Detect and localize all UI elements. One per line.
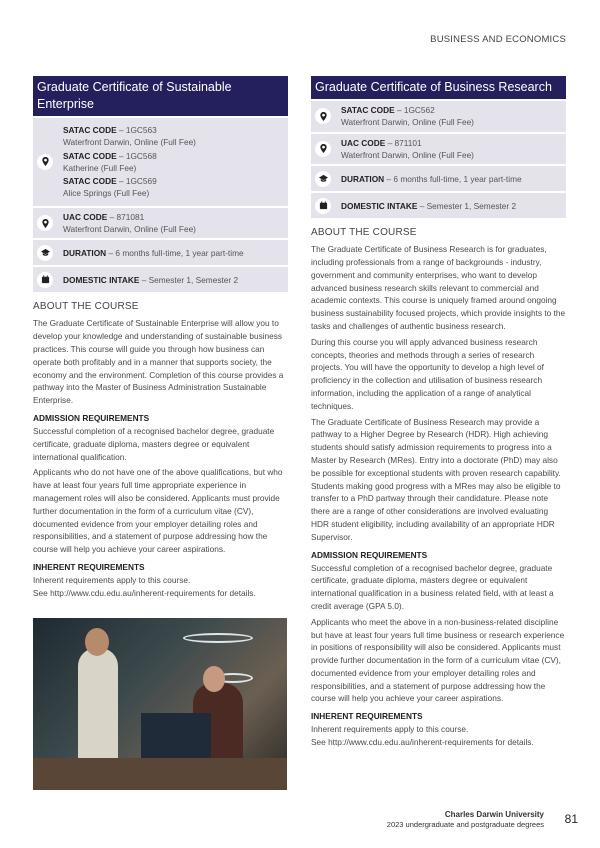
inherent-heading: INHERENT REQUIREMENTS [33,561,145,572]
satac-entry: SATAC CODE – 1GC569 Alice Springs (Full Fee) [63,176,157,199]
location-pin-icon [37,215,53,231]
calendar-icon [315,198,331,214]
satac-code-row: SATAC CODE – 1GC562 Waterfront Darwin, Online (Full Fee) [311,101,566,132]
course-title: Graduate Certificate of Sustainable Enterprise [33,76,288,116]
intake-row: DOMESTIC INTAKE – Semester 1, Semester 2 [311,193,566,218]
location-pin-icon [315,141,331,157]
graduation-cap-icon [315,171,331,187]
intake-row: DOMESTIC INTAKE – Semester 1, Semester 2 [33,267,288,292]
admission-heading: ADMISSION REQUIREMENTS [311,549,428,560]
course-title: Graduate Certificate of Business Research [311,76,566,99]
footer: Charles Darwin University 2023 undergraduate and postgraduate degrees [386,810,544,829]
duration-row: DURATION – 6 months full-time, 1 year part-time [33,240,288,265]
about-text: The Graduate Certificate of Sustainable Enterprise will allow you to develop your knowledge and understanding of sustainable business practices. This course will guide you through how business can operate both profitably and in a manner that supports society, the economy and the environment. Completion of this course provides a pathway into the Master of Business Administration Sustainable Enterprise. [33,318,284,406]
satac-entry: SATAC CODE – 1GC563 Waterfront Darwin, Online (Full Fee) [63,125,196,148]
students-photo [33,618,287,790]
inherent-text: Inherent requirements apply to this course. See http://www.cdu.edu.au/inherent-requirements for details. [311,724,534,748]
inherent-link[interactable]: See http://www.cdu.edu.au/inherent-requirements for details. [311,737,534,748]
inherent-link[interactable]: See http://www.cdu.edu.au/inherent-requirements for details. [33,587,256,598]
admission-text: Applicants who meet the above in a non-business-related discipline but have at least four years full time business or research experience in positions of responsibility will also be considered. Applicants must provide further documentation in the form of a curriculum vitae (CV), documented evidence from your employer detailing roles and responsibilities, and a statement of purpose addressing how the course will help you achieve your career aspirations. [311,616,565,704]
course-business-research [311,76,566,752]
about-text: The Graduate Certificate of Business Research is for graduates, including professionals from a range of backgrounds - industry, government and community enterprises, who want to develop advanced business research skills relevant to commercial and academic contexts. This course is uniquely framed around ongoing business sustainability focused projects, which provide insights to the tasks and challenges of authentic business research. [311,244,566,331]
about-text: The Graduate Certificate of Business Research may provide a pathway to a Higher Degree by Research (HDR). High achieving students should satisfy admission requirements to progress into a Master by Research (MRes). Entry into a doctorate (PhD) may also be possible for exceptional students with proven research capability. Students making good progress with a MRes may also be eligible to transfer to a PhD partway through their candidature. Please note there are a range of other considerations are involved evaluating HDR student eligibility, including availability of an appropriate HDR Supervisor. [311,416,561,542]
location-pin-icon [37,154,53,170]
admission-text: Successful completion of a recognised bachelor degree, graduate certificate, graduate diploma, masters degree or equivalent international qualification. [33,425,275,462]
inherent-heading: INHERENT REQUIREMENTS [311,711,423,722]
admission-heading: ADMISSION REQUIREMENTS [33,412,150,423]
uac-code-row: UAC CODE – 871101 Waterfront Darwin, Online (Full Fee) [311,134,566,165]
inherent-text: Inherent requirements apply to this course. See http://www.cdu.edu.au/inherent-requirements for details. [33,574,256,598]
about-heading: ABOUT THE COURSE [311,227,417,239]
calendar-icon [37,272,53,288]
page-number: 81 [564,812,578,826]
location-pin-icon [315,108,331,124]
graduation-cap-icon [37,245,53,261]
about-heading: ABOUT THE COURSE [33,301,139,313]
admission-text: Applicants who do not have one of the above qualifications, but who have at least four years full time appropriate experience in management roles will also be considered. Applicants must provide further documentation in the form of a curriculum vitae (CV), documented evidence from your employer detailing roles and responsibilities, and a statement of purpose addressing how the course will help you achieve your career aspirations. [33,467,283,555]
satac-entry: SATAC CODE – 1GC568 Katherine (Full Fee) [63,150,157,173]
duration-row: DURATION – 6 months full-time, 1 year part-time [311,166,566,191]
satac-codes-row [33,118,288,206]
course-sustainable-enterprise [33,76,288,603]
about-text: During this course you will apply advanced business research concepts, theories and methods through a series of research projects. You will have the opportunity to develop a high level of proficiency in the collection and utilisation of business research information, including the application of a range of analytical techniques. [311,336,544,411]
uac-code-row: UAC CODE – 871081 Waterfront Darwin, Online (Full Fee) [33,208,288,239]
admission-text: Successful completion of a recognised bachelor degree, graduate certificate, graduate diploma, masters degree or equivalent international qualification in a business related field, with at least a credit average (GPA 5.0). [311,562,554,611]
section-header: BUSINESS AND ECONOMICS [430,34,566,45]
